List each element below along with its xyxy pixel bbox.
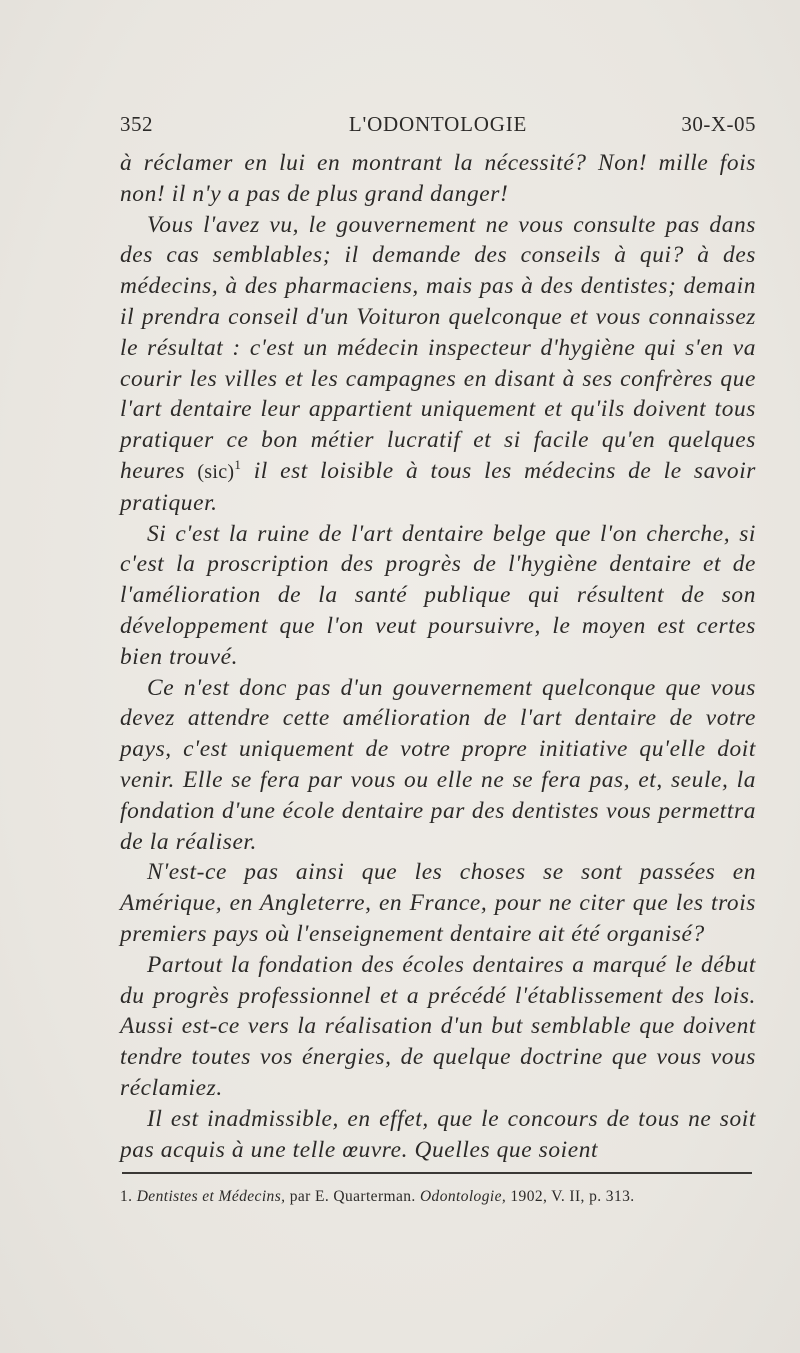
sic-marker: (sic) bbox=[197, 460, 235, 483]
issue-date: 30-X-05 bbox=[681, 112, 756, 136]
footnote-work-title: Dentistes et Médecins, bbox=[136, 1188, 286, 1205]
footnote-reference[interactable]: 1 bbox=[234, 456, 242, 472]
paragraph-3: Si c'est la ruine de l'art dentaire belge que l'on cherche, si c'est la proscription des progrès de l'hygiène dentaire et de l'amélioration de la santé publique qui résultent de son développement que l'on veut poursuivre, le moyen est certes bien trouvé. bbox=[120, 520, 756, 670]
paragraph-1: à réclamer en lui en montrant la nécessité? Non! mille fois non! il n'y a pas de plus grand danger! bbox=[120, 150, 756, 207]
paragraph-4: Ce n'est donc pas d'un gouvernement quelconque que vous devez attendre cette amélioration de l'art dentaire de votre pays, c'est uniquement de votre propre initiative qu'elle doit venir. Elle se fera par vous ou elle ne se fera pas, et, seule, la fondation d'une école dentaire par des dentistes vous permettra de la réaliser. bbox=[120, 674, 756, 855]
paragraph-7: Il est inadmissible, en effet, que le concours de tous ne soit pas acquis à une telle œuvre. Quelles que soient bbox=[120, 1105, 756, 1163]
paragraph-2-text: Vous l'avez vu, le gouvernement ne vous consulte pas dans des cas semblables; il demande des conseils à qui? à des médecins, à des pharmaciens, mais pas à des dentistes; demain il prendra conseil d'un Voituron quelconque et vous connaissez le résultat : c'est un médecin inspecteur d'hygiène qui s'en va courir les villes et les campagnes en disant à ses confrères que l'art dentaire leur appartient uniquement et qu'ils doivent tous pratiquer ce bon métier lucratif et si facile qu'en quelques heures bbox=[120, 211, 756, 484]
body-text bbox=[120, 148, 756, 1165]
page-number: 352 bbox=[120, 112, 153, 136]
paragraph-2-text-end: il est loisible à tous les médecins de le savoir pratiquer. bbox=[120, 457, 756, 516]
paragraph-6: Partout la fondation des écoles dentaires a marqué le début du progrès professionnel et a précédé l'établissement des lois. Aussi est-ce vers la réalisation d'un but semblable que doivent tendre toutes vos énergies, de quelque doctrine que vous vous réclamiez. bbox=[120, 951, 756, 1101]
running-title: L'ODONTOLOGIE bbox=[348, 112, 528, 136]
footnote-reference-details: 1902, V. II, p. 313. bbox=[510, 1188, 635, 1205]
footnote-number: 1. bbox=[120, 1188, 133, 1205]
paragraph-5: N'est-ce pas ainsi que les choses se sont passées en Amérique, en Angleterre, en France, pour ne citer que les trois premiers pays où l'enseignement dentaire ait été organisé? bbox=[120, 859, 756, 947]
footnote-divider bbox=[122, 1172, 752, 1174]
page-header bbox=[120, 112, 756, 142]
footnote-journal: Odontologie, bbox=[419, 1188, 507, 1205]
footnote bbox=[120, 1188, 760, 1206]
paragraph-2 bbox=[120, 210, 756, 519]
footnote-author: par E. Quarterman. bbox=[289, 1188, 416, 1205]
